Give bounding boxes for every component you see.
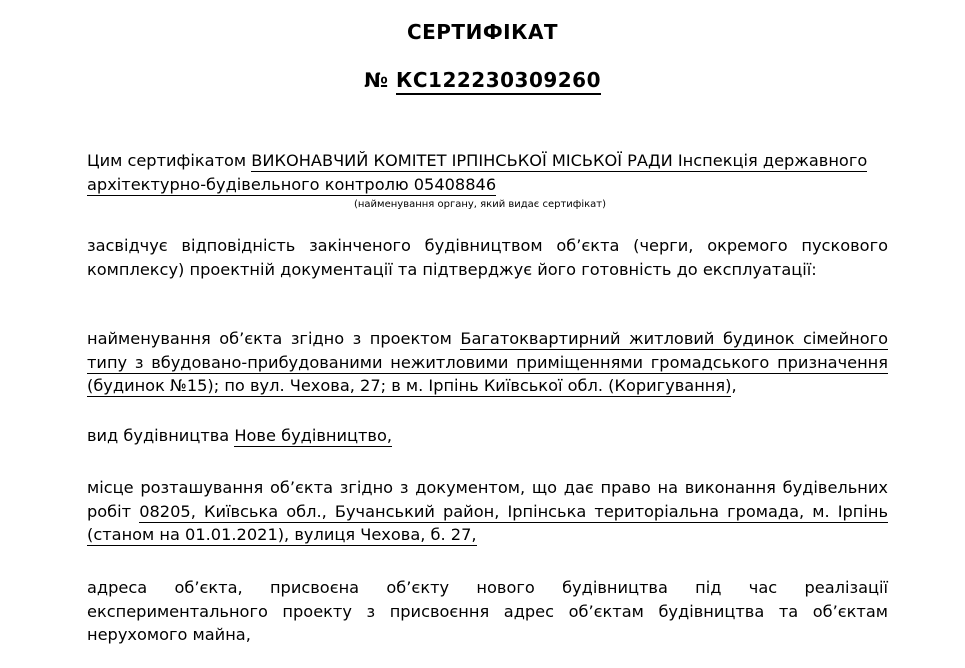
number-value: КС122230309260 [396,68,601,95]
location-paragraph [87,476,888,547]
location-value: 08205, Київська обл., Бучанський район, Ірпінська територіальна громада, м. Ірпінь (станом на 01.01.2021), вулиця Чехова, б. 27, [87,501,889,544]
number-prefix: № [363,68,389,92]
certificate-number [0,68,965,92]
confirms-paragraph: засвідчує відповідність закінченого будівництвом об’єкта (черги, окремого пускового комплексу) проектній документації та підтверджує його готовність до експлуатації: [87,236,888,279]
construction-type-label: вид будівництва [87,426,235,445]
location-label: місце розташування об’єкта згідно з документом, що дає право на виконання будівельних робіт [87,478,888,521]
issuer-value: ВИКОНАВЧИЙ КОМІТЕТ ІРПІНСЬКОЇ МІСЬКОЇ РАДИ Інспекція державного архітектурно-будівельного контролю 05408846 [87,151,868,194]
object-name-suffix: , [731,376,737,395]
object-name-label: найменування об’єкта згідно з проектом [87,329,461,348]
certificate-title: СЕРТИФІКАТ [406,20,559,44]
issuer-paragraph [87,149,888,196]
address-paragraph: адреса об’єкта, присвоєна об’єкту нового будівництва під час реалізації експериментального проекту з присвоєння адрес об’єктам будівництва та об’єктам нерухомого майна, [87,578,888,644]
object-name-paragraph [87,327,888,398]
object-name-value: Багатоквартирний житловий будинок сімейного типу з вбудовано-прибудованими нежитловими приміщеннями громадського призначення (будинок №15); по вул. Чехова, 27; в м. Ірпінь Київської обл. (Коригування) [87,329,889,395]
issuer-lead: Цим сертифікатом [87,151,252,170]
construction-type-value: Нове будівництво, [234,426,393,445]
construction-type-paragraph [87,424,888,448]
issuer-caption: (найменування органу, який видає сертифікат) [353,199,607,210]
